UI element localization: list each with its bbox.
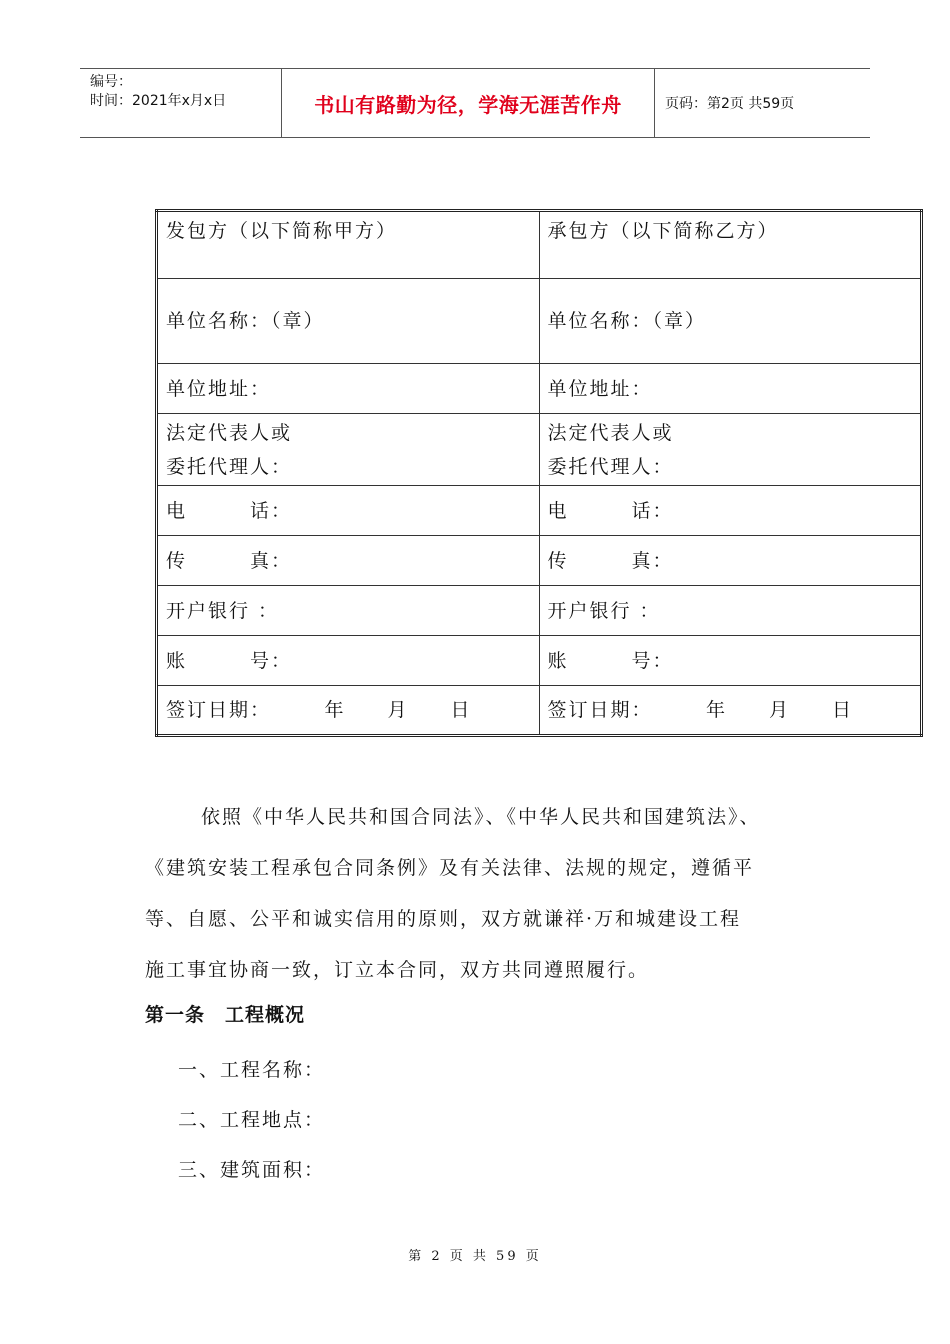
party-a-bank: 开户银行 ： bbox=[157, 586, 540, 636]
party-b-phone: 电 话： bbox=[539, 486, 922, 536]
party-b-fax: 传 真： bbox=[539, 536, 922, 586]
number-label: 编号： bbox=[90, 74, 132, 90]
header-motto: 书山有路勤为径，学海无涯苦作舟 bbox=[282, 69, 655, 137]
paragraph-line: 等、自愿、公平和诚实信用的原则，双方就谦祥·万和城建设工程 bbox=[145, 908, 742, 930]
paragraph-line: 依照《中华人民共和国合同法》、《中华人民共和国建筑法》、 bbox=[201, 806, 761, 828]
party-b-address: 单位地址： bbox=[539, 364, 922, 414]
party-a-representative bbox=[157, 414, 540, 486]
party-b-sign-date: 签订日期： 年 月 日 bbox=[539, 686, 922, 736]
paragraph-line: 《建筑安装工程承包合同条例》及有关法律、法规的规定，遵循平 bbox=[145, 857, 755, 879]
representative-line-1: 法定代表人或 bbox=[547, 421, 674, 444]
table-row bbox=[157, 586, 922, 636]
table-row bbox=[157, 211, 922, 279]
party-b-account: 账 号： bbox=[539, 636, 922, 686]
table-row bbox=[157, 686, 922, 736]
section-title: 第一条 工程概况 bbox=[145, 1004, 306, 1026]
party-a-phone: 电 话： bbox=[157, 486, 540, 536]
table-row bbox=[157, 486, 922, 536]
party-b-unit-name: 单位名称：（章） bbox=[539, 279, 922, 364]
representative-line-1: 法定代表人或 bbox=[166, 421, 293, 444]
table-row bbox=[157, 536, 922, 586]
party-a-fax: 传 真： bbox=[157, 536, 540, 586]
paragraph-line: 施工事宜协商一致，订立本合同，双方共同遵照履行。 bbox=[145, 959, 650, 981]
representative-line-2: 委托代理人： bbox=[547, 455, 674, 478]
party-a-sign-date: 签订日期： 年 月 日 bbox=[157, 686, 540, 736]
parties-table bbox=[155, 209, 923, 737]
table-row bbox=[157, 636, 922, 686]
header-page-info: 页码：第2页 共59页 bbox=[665, 96, 795, 112]
party-b-bank: 开户银行 ： bbox=[539, 586, 922, 636]
party-a-title: 发包方（以下简称甲方） bbox=[157, 211, 540, 279]
representative-line-2: 委托代理人： bbox=[166, 455, 293, 478]
party-a-unit-name: 单位名称：（章） bbox=[157, 279, 540, 364]
header-meta bbox=[80, 69, 282, 137]
party-a-account: 账 号： bbox=[157, 636, 540, 686]
party-b-representative bbox=[539, 414, 922, 486]
table-row bbox=[157, 414, 922, 486]
time-label: 时间：2021年x月x日 bbox=[90, 93, 227, 109]
list-item: 二、工程地点： bbox=[178, 1109, 326, 1131]
page-header bbox=[80, 68, 870, 138]
intro-paragraph bbox=[145, 792, 825, 996]
list-item: 三、建筑面积： bbox=[178, 1159, 326, 1181]
table-row bbox=[157, 279, 922, 364]
party-b-title: 承包方（以下简称乙方） bbox=[539, 211, 922, 279]
list-item: 一、工程名称： bbox=[178, 1059, 326, 1081]
party-a-address: 单位地址： bbox=[157, 364, 540, 414]
table-row bbox=[157, 364, 922, 414]
page-footer: 第 2 页 共 59 页 bbox=[408, 1249, 542, 1264]
